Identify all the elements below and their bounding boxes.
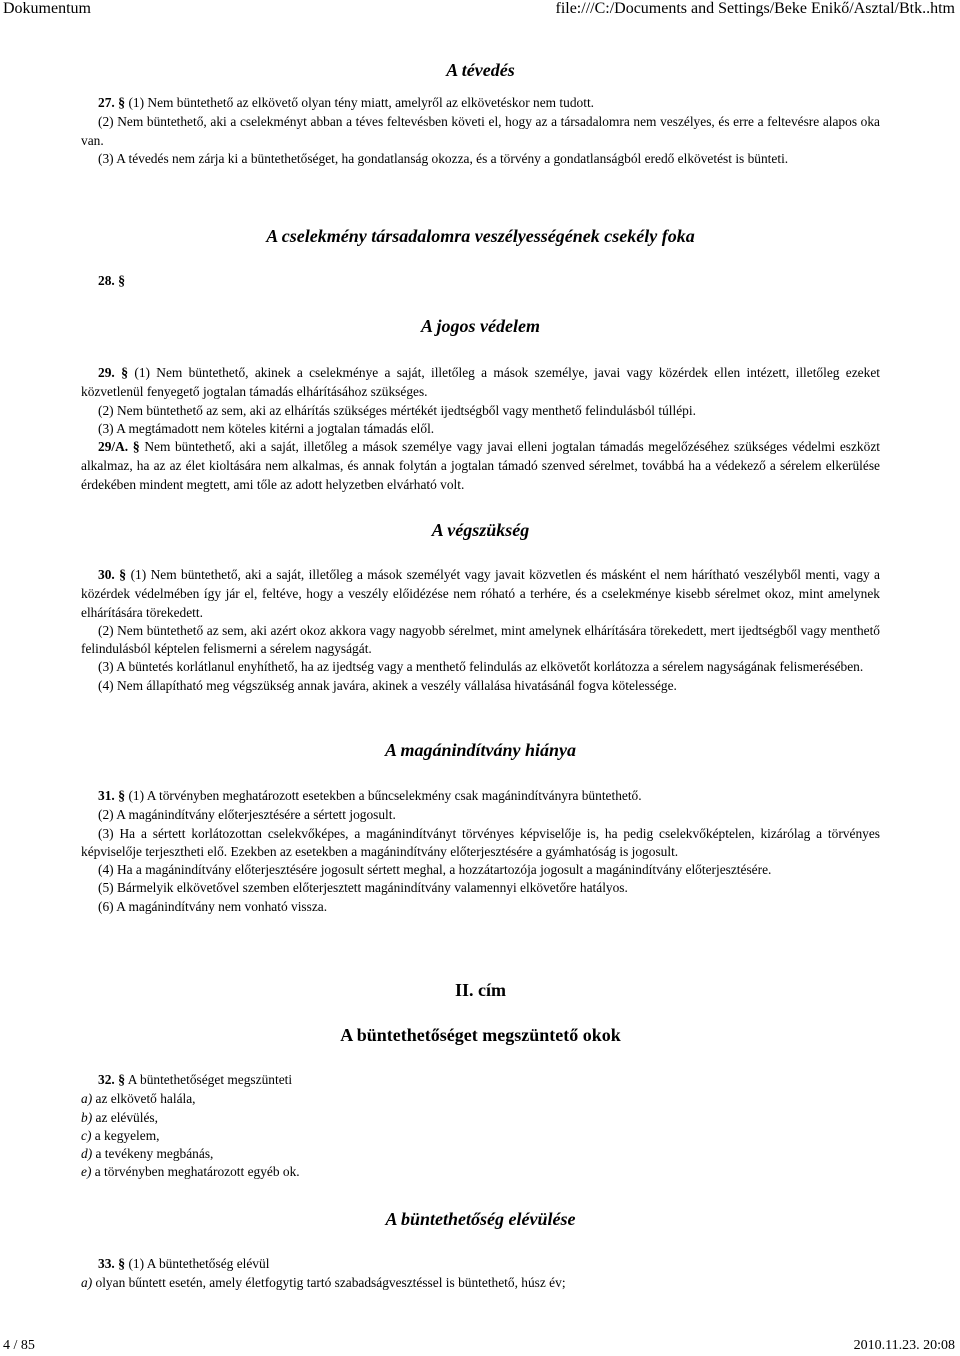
list-item <box>81 1109 880 1127</box>
heading-elevules: A büntethetőség elévülése <box>385 1209 576 1229</box>
section-29 <box>81 364 880 494</box>
paragraph-text: (3) A tévedés nem zárja ki a büntethetőséget, ha gondatlanság okozza, és a törvény a gondatlanságból eredő elkövetést is bünteti. <box>98 150 789 166</box>
paragraph-sign: § <box>118 789 126 804</box>
paragraph-text: A büntethetőséget megszünteti <box>127 1072 293 1087</box>
list-letter: a) <box>81 1091 93 1107</box>
heading-vegszukseg: A végszükség <box>431 520 530 540</box>
heading-cselekmeny: A cselekmény társadalomra veszélyességének csekély foka <box>266 226 695 246</box>
paragraph-text: (4) Ha a magánindítvány előterjesztésére jogosult sértett meghal, a hozzátartozója jogosult a magánindítvány előterjesztésére. <box>98 862 772 878</box>
section-number: 30. <box>98 567 115 582</box>
section-30 <box>81 566 880 695</box>
header-file-path: file:///C:/Documents and Settings/Beke Enikő/Asztal/Btk..htm <box>555 0 955 17</box>
list-item <box>81 1127 880 1145</box>
footer-datetime: 2010.11.23. 20:08 <box>853 1338 955 1353</box>
paragraph-sign: § <box>118 96 126 111</box>
paragraph-text: (2) A magánindítvány előterjesztésére a sértett jogosult. <box>98 807 396 823</box>
heading-maganindityany: A magánindítvány hiánya <box>384 740 577 760</box>
paragraph-sign: § <box>119 568 127 583</box>
list-letter: e) <box>81 1164 92 1180</box>
paragraph-text: Nem büntethető, aki a saját, illetőleg a mások személye vagy javai elleni jogtalan támadás megelőzéséhez szükséges védelmi eszközt alkalmaz, ha az az élet kioltására nem alkalmas, és annak folytán a jogtalan támadó szenved sérelmet, továbbá ha a védekező a sérelem elkerülése érdekében mindent megtett, ami tőle az adott helyzetben elvárható volt. <box>81 439 880 492</box>
paragraph-text: (3) A büntetés korlátlanul enyhíthető, ha az ijedtség vagy a menthető felindulás az elkövetőt korlátozza a sérelem nagyságának felismerésében. <box>98 659 864 675</box>
paragraph-text: (3) A megtámadott nem köteles kitérni a jogtalan támadás elől. <box>98 420 435 436</box>
paragraph-text: (1) A büntethetőség elévül <box>128 1256 270 1271</box>
section-number: 27. <box>98 95 115 110</box>
header-document-label: Dokumentum <box>3 0 91 17</box>
paragraph-sign: § <box>121 366 129 381</box>
list-text: a törvényben meghatározott egyéb ok. <box>94 1164 300 1180</box>
section-31 <box>81 787 880 916</box>
section-number: 29. <box>98 365 115 380</box>
list-item <box>81 1274 880 1292</box>
paragraph-sign: § <box>118 274 126 289</box>
paragraph-text: (5) Bármelyik elkövetővel szemben előterjesztett magánindítvány valamennyi elkövetőre hatályos. <box>98 880 628 896</box>
list-text: az elévülés, <box>95 1109 158 1125</box>
list-letter: a) <box>81 1275 93 1291</box>
paragraph-sign: § <box>118 1257 126 1272</box>
footer-page-number: 4 / 85 <box>3 1338 35 1353</box>
list-text: az elkövető halála, <box>95 1091 196 1107</box>
section-number: 31. <box>98 788 115 803</box>
section-number: 28. <box>98 273 115 288</box>
list-text: a tevékeny megbánás, <box>95 1146 214 1162</box>
heading-megszunteto-okok: A büntethetőséget megszüntető okok <box>340 1025 621 1045</box>
section-number: 29/A. <box>98 439 129 455</box>
paragraph-text: (2) Nem büntethető az sem, aki azért okoz akkora vagy nagyobb sérelmet, mint amelynek elhárítására törekedett, mert ijedtségből vagy menthető felindulásból képtelen felismerni a sérelem nagyságát. <box>81 622 880 657</box>
paragraph-text: (4) Nem állapítható meg végszükség annak javára, akinek a veszély vállalása hivatásánál fogva kötelessége. <box>98 677 677 693</box>
section-27 <box>81 94 880 168</box>
section-number: 33. <box>98 1256 115 1271</box>
paragraph-text: (6) A magánindítvány nem vonható vissza. <box>98 898 328 914</box>
list-letter: c) <box>81 1127 92 1143</box>
section-28 <box>81 272 880 291</box>
section-32 <box>81 1071 880 1182</box>
section-number: 32. <box>98 1072 115 1087</box>
heading-tevedes: A tévedés <box>446 60 515 80</box>
paragraph-sign: § <box>132 440 140 456</box>
paragraph-text: (2) Nem büntethető az sem, aki az elhárítás szükséges mértékét ijedtségből vagy menthető felindulásból túllépi. <box>98 402 696 418</box>
list-letter: d) <box>81 1146 93 1162</box>
list-item <box>81 1090 880 1108</box>
paragraph-text: (3) Ha a sértett korlátozottan cselekvőképes, a magánindítványt törvényes képviselője is, ha pedig cselekvőképtelen, kizárólag a törvényes képviselője terjesztheti elő. Ezekben az esetekben a magánindítvány előterjesztésére a gyámhatóság is jogosult. <box>81 825 880 859</box>
paragraph-text: (1) Nem büntethető az elkövető olyan tény miatt, amelyről az elkövetéskor nem tudott. <box>128 95 595 110</box>
paragraph-text: (2) Nem büntethető, aki a cselekményt abban a téves feltevésben követi el, hogy az a társadalomra nem veszélyes, és erre a feltevésre alapos oka van. <box>81 114 880 148</box>
list-letter: b) <box>81 1109 93 1125</box>
list-text: a kegyelem, <box>94 1127 160 1143</box>
list-text: olyan bűntett esetén, amely életfogytig tartó szabadságvesztéssel is büntethető, húsz év; <box>95 1275 566 1291</box>
paragraph-text: (1) Nem büntethető, aki a saját, illetőleg a mások személyét vagy javait közvetlen és másként el nem hárítható veszélyből menti, vagy a közérdek védelmében így jár el, feltéve, hogy a veszély előidézése nem róható a terhére, és a cselekménye kisebb sérelmet okoz, mint amelynek elhárítására törekedett. <box>81 567 880 620</box>
list-item <box>81 1145 880 1163</box>
heading-jogos-vedelem: A jogos védelem <box>421 316 540 336</box>
paragraph-sign: § <box>118 1073 126 1088</box>
paragraph-text: (1) Nem büntethető, akinek a cselekménye a saját, illetőleg a mások személye, javai vagy közérdek ellen intézett, illetőleg ezeket közvetlenül fenyegető jogtalan támadás elhárításához szükséges. <box>81 365 880 400</box>
section-33 <box>81 1255 880 1293</box>
list-item <box>81 1163 880 1181</box>
paragraph-text: (1) A törvényben meghatározott esetekben a bűncselekmény csak magánindítványra büntethető. <box>128 788 642 803</box>
heading-title-ii: II. cím <box>455 980 506 1000</box>
